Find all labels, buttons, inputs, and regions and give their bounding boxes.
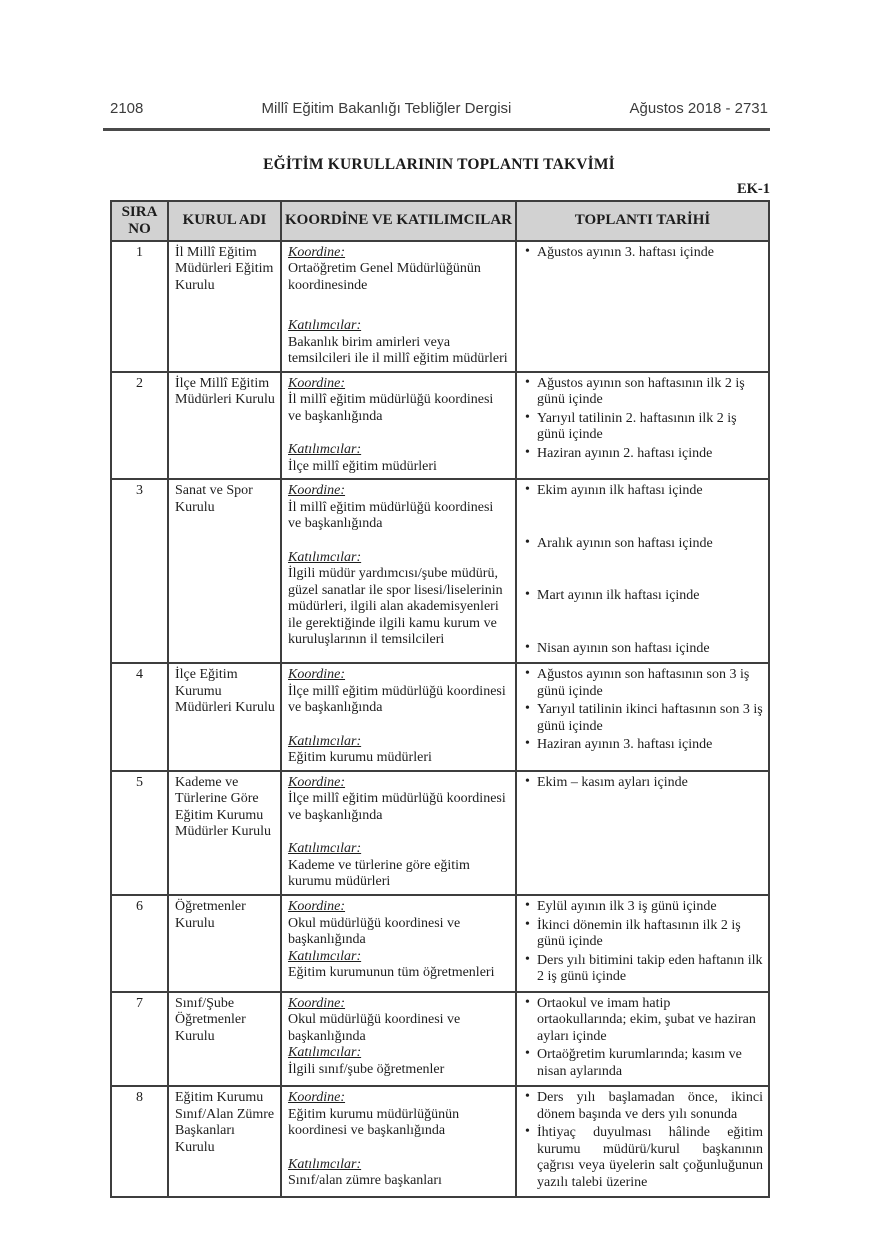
meeting-date-item: • İkinci dönemin ilk haftasının ilk 2 iş günü içinde <box>521 918 763 951</box>
katilimcilar-text: Bakanlık birim amirleri veya temsilcileri ile il millî eğitim müdürleri <box>288 334 508 367</box>
meeting-date-list <box>521 245 763 262</box>
annex-label: EK-1 <box>736 181 770 197</box>
koordine-katilimcilar-cell <box>281 241 516 372</box>
row-number-cell: 2 <box>111 372 168 480</box>
toplanti-tarihi-cell <box>516 771 769 895</box>
koordine-text: İl millî eğitim müdürlüğü koordinesi ve başkanlığında <box>288 392 494 424</box>
koordine-label: Koordine: <box>288 899 346 914</box>
meeting-date-item: • Ekim – kasım ayları içinde <box>521 775 763 792</box>
document-title: EĞİTİM KURULLARININ TOPLANTI TAKVİMİ <box>263 156 615 173</box>
koordine-text: İl millî eğitim müdürlüğü koordinesi ve başkanlığında <box>288 499 494 532</box>
koordine-label: Koordine: <box>288 995 346 1011</box>
page-number: 2108 <box>110 100 144 117</box>
table-row <box>111 479 769 663</box>
koordine-katilimcilar-cell <box>281 992 516 1087</box>
meeting-date-item: • Ağustos ayının 3. haftası içinde <box>521 245 763 262</box>
koordine-text: Ortaöğretim Genel Müdürlüğünün koordinesinde <box>288 261 481 293</box>
katilimcilar-label: Katılımcılar: <box>288 442 362 458</box>
toplanti-tarihi-cell <box>516 895 769 992</box>
meeting-date-item: • Ders yılı başlamadan önce, ikinci dönem başında ve ders yılı sonunda <box>521 1090 763 1123</box>
katilimcilar-text: Sınıf/alan zümre başkanları <box>288 1173 442 1189</box>
meeting-date-list <box>521 376 763 463</box>
journal-title: Millî Eğitim Bakanlığı Tebliğler Dergisi <box>261 100 512 117</box>
koordine-katilimcilar-cell <box>281 663 516 771</box>
meeting-date-item: • Haziran ayının 2. haftası içinde <box>521 446 763 463</box>
koordine-label: Koordine: <box>288 1090 346 1106</box>
meeting-calendar-table <box>110 200 770 1198</box>
katilimcilar-label: Katılımcılar: <box>288 549 362 565</box>
katilimcilar-text: Eğitim kurumu müdürleri <box>288 750 432 766</box>
meeting-date-item: • Ağustos ayının son haftasının son 3 iş günü içinde <box>521 667 763 700</box>
koordine-text: Okul müdürlüğü koordinesi ve başkanlığında <box>288 1012 461 1044</box>
kurul-name-cell: Eğitim Kurumu Sınıf/Alan Zümre Başkanları Kurulu <box>168 1086 281 1197</box>
meeting-date-list <box>521 899 763 986</box>
header-rule <box>103 128 770 131</box>
koordine-text: İlçe millî eğitim müdürlüğü koordinesi ve başkanlığında <box>288 683 506 716</box>
koordine-katilimcilar-cell <box>281 372 516 480</box>
koordine-text: Eğitim kurumu müdürlüğünün koordinesi ve başkanlığında <box>288 1106 460 1139</box>
koordine-katilimcilar-cell <box>281 771 516 895</box>
table-row <box>111 241 769 372</box>
column-header-koordine-ve-katilimcilar: KOORDİNE VE KATILIMCILAR <box>281 201 516 241</box>
column-header-sira-no: SIRA NO <box>111 201 168 241</box>
row-number-cell: 7 <box>111 992 168 1087</box>
koordine-katilimcilar-cell <box>281 479 516 663</box>
toplanti-tarihi-cell <box>516 241 769 372</box>
meeting-date-list <box>521 667 763 754</box>
table-header-row <box>111 201 769 241</box>
table-row <box>111 895 769 992</box>
kurul-name-cell: Öğretmenler Kurulu <box>168 895 281 992</box>
meeting-date-item: • Yarıyıl tatilinin 2. haftasının ilk 2 iş günü içinde <box>521 411 763 444</box>
meeting-date-item: • Ortaöğretim kurumlarında; kasım ve nisan aylarında <box>521 1047 763 1080</box>
koordine-label: Koordine: <box>288 483 346 499</box>
meeting-date-list <box>521 483 763 657</box>
katilimcilar-label: Katılımcılar: <box>288 1045 362 1061</box>
koordine-label: Koordine: <box>288 375 346 391</box>
column-header-kurul-adi: KURUL ADI <box>168 201 281 241</box>
katilimcilar-text: İlçe millî eğitim müdürleri <box>288 458 437 474</box>
koordine-label: Koordine: <box>288 774 346 790</box>
katilimcilar-label: Katılımcılar: <box>288 318 362 334</box>
toplanti-tarihi-cell <box>516 479 769 663</box>
katilimcilar-label: Katılımcılar: <box>288 841 362 857</box>
kurul-name-cell: Sınıf/Şube Öğretmenler Kurulu <box>168 992 281 1087</box>
katilimcilar-text: Kademe ve türlerine göre eğitim kurumu müdürleri <box>288 857 470 890</box>
kurul-name-cell: Sanat ve Spor Kurulu <box>168 479 281 663</box>
koordine-katilimcilar-cell <box>281 1086 516 1197</box>
row-number-cell: 4 <box>111 663 168 771</box>
row-number-cell: 6 <box>111 895 168 992</box>
table-row <box>111 372 769 480</box>
katilimcilar-label: Katılımcılar: <box>288 733 362 749</box>
table-row <box>111 771 769 895</box>
toplanti-tarihi-cell <box>516 992 769 1087</box>
meeting-date-item: • İhtiyaç duyulması hâlinde eğitim kurumu müdürü/kurul başkanının çağrısı veya üyelerin salt çoğunluğunun yazılı talebi üzerine <box>521 1125 763 1191</box>
koordine-katilimcilar-cell <box>281 895 516 992</box>
koordine-text: İlçe millî eğitim müdürlüğü koordinesi ve başkanlığında <box>288 791 506 823</box>
koordine-label: Koordine: <box>288 244 346 260</box>
row-number-cell: 5 <box>111 771 168 895</box>
meeting-date-item: • Ortaokul ve imam hatip ortaokullarında; ekim, şubat ve haziran ayları içinde <box>521 996 763 1046</box>
katilimcilar-text: İlgili sınıf/şube öğretmenler <box>288 1061 445 1077</box>
table-row <box>111 663 769 771</box>
katilimcilar-label: Katılımcılar: <box>288 1156 362 1172</box>
table-row <box>111 992 769 1087</box>
issue-info: Ağustos 2018 - 2731 <box>629 100 768 117</box>
column-header-toplanti-tarihi: TOPLANTI TARİHİ <box>516 201 769 241</box>
toplanti-tarihi-cell <box>516 663 769 771</box>
meeting-date-item: • Nisan ayının son haftası içinde <box>521 641 763 658</box>
meeting-date-item: • Ders yılı bitimini takip eden haftanın ilk 2 iş günü içinde <box>521 953 763 986</box>
kurul-name-cell: İlçe Millî Eğitim Müdürleri Kurulu <box>168 372 281 480</box>
table-row <box>111 1086 769 1197</box>
katilimcilar-text: Eğitim kurumunun tüm öğretmenleri <box>288 965 495 981</box>
row-number-cell: 8 <box>111 1086 168 1197</box>
koordine-text: Okul müdürlüğü koordinesi ve başkanlığında <box>288 915 461 948</box>
katilimcilar-text: İlgili müdür yardımcısı/şube müdürü, güzel sanatlar ile spor lisesi/liselerinin müdürleri, ilgili alan akademisyenleri ile gerektiğinde ilgili kamu kurum ve kuruluşlarının il temsilcileri <box>288 566 503 648</box>
koordine-label: Koordine: <box>288 667 346 683</box>
meeting-date-item: • Eylül ayının ilk 3 iş günü içinde <box>521 899 763 916</box>
toplanti-tarihi-cell <box>516 372 769 480</box>
table-body <box>111 241 769 1198</box>
meeting-date-item: • Yarıyıl tatilinin ikinci haftasının son 3 iş günü içinde <box>521 702 763 735</box>
meeting-date-list <box>521 775 763 792</box>
kurul-name-cell: İlçe Eğitim Kurumu Müdürleri Kurulu <box>168 663 281 771</box>
meeting-date-list <box>521 1090 763 1191</box>
meeting-date-list <box>521 996 763 1081</box>
kurul-name-cell: Kademe ve Türlerine Göre Eğitim Kurumu Müdürler Kurulu <box>168 771 281 895</box>
meeting-date-item: • Mart ayının ilk haftası içinde <box>521 588 763 605</box>
meeting-date-item: • Ağustos ayının son haftasının ilk 2 iş günü içinde <box>521 376 763 409</box>
katilimcilar-label: Katılımcılar: <box>288 948 362 964</box>
meeting-date-item: • Haziran ayının 3. haftası içinde <box>521 737 763 754</box>
row-number-cell: 1 <box>111 241 168 372</box>
kurul-name-cell: İl Millî Eğitim Müdürleri Eğitim Kurulu <box>168 241 281 372</box>
running-header <box>110 100 768 117</box>
meeting-date-item: • Aralık ayının son haftası içinde <box>521 536 763 553</box>
toplanti-tarihi-cell <box>516 1086 769 1197</box>
meeting-date-item: • Ekim ayının ilk haftası içinde <box>521 483 763 500</box>
row-number-cell: 3 <box>111 479 168 663</box>
